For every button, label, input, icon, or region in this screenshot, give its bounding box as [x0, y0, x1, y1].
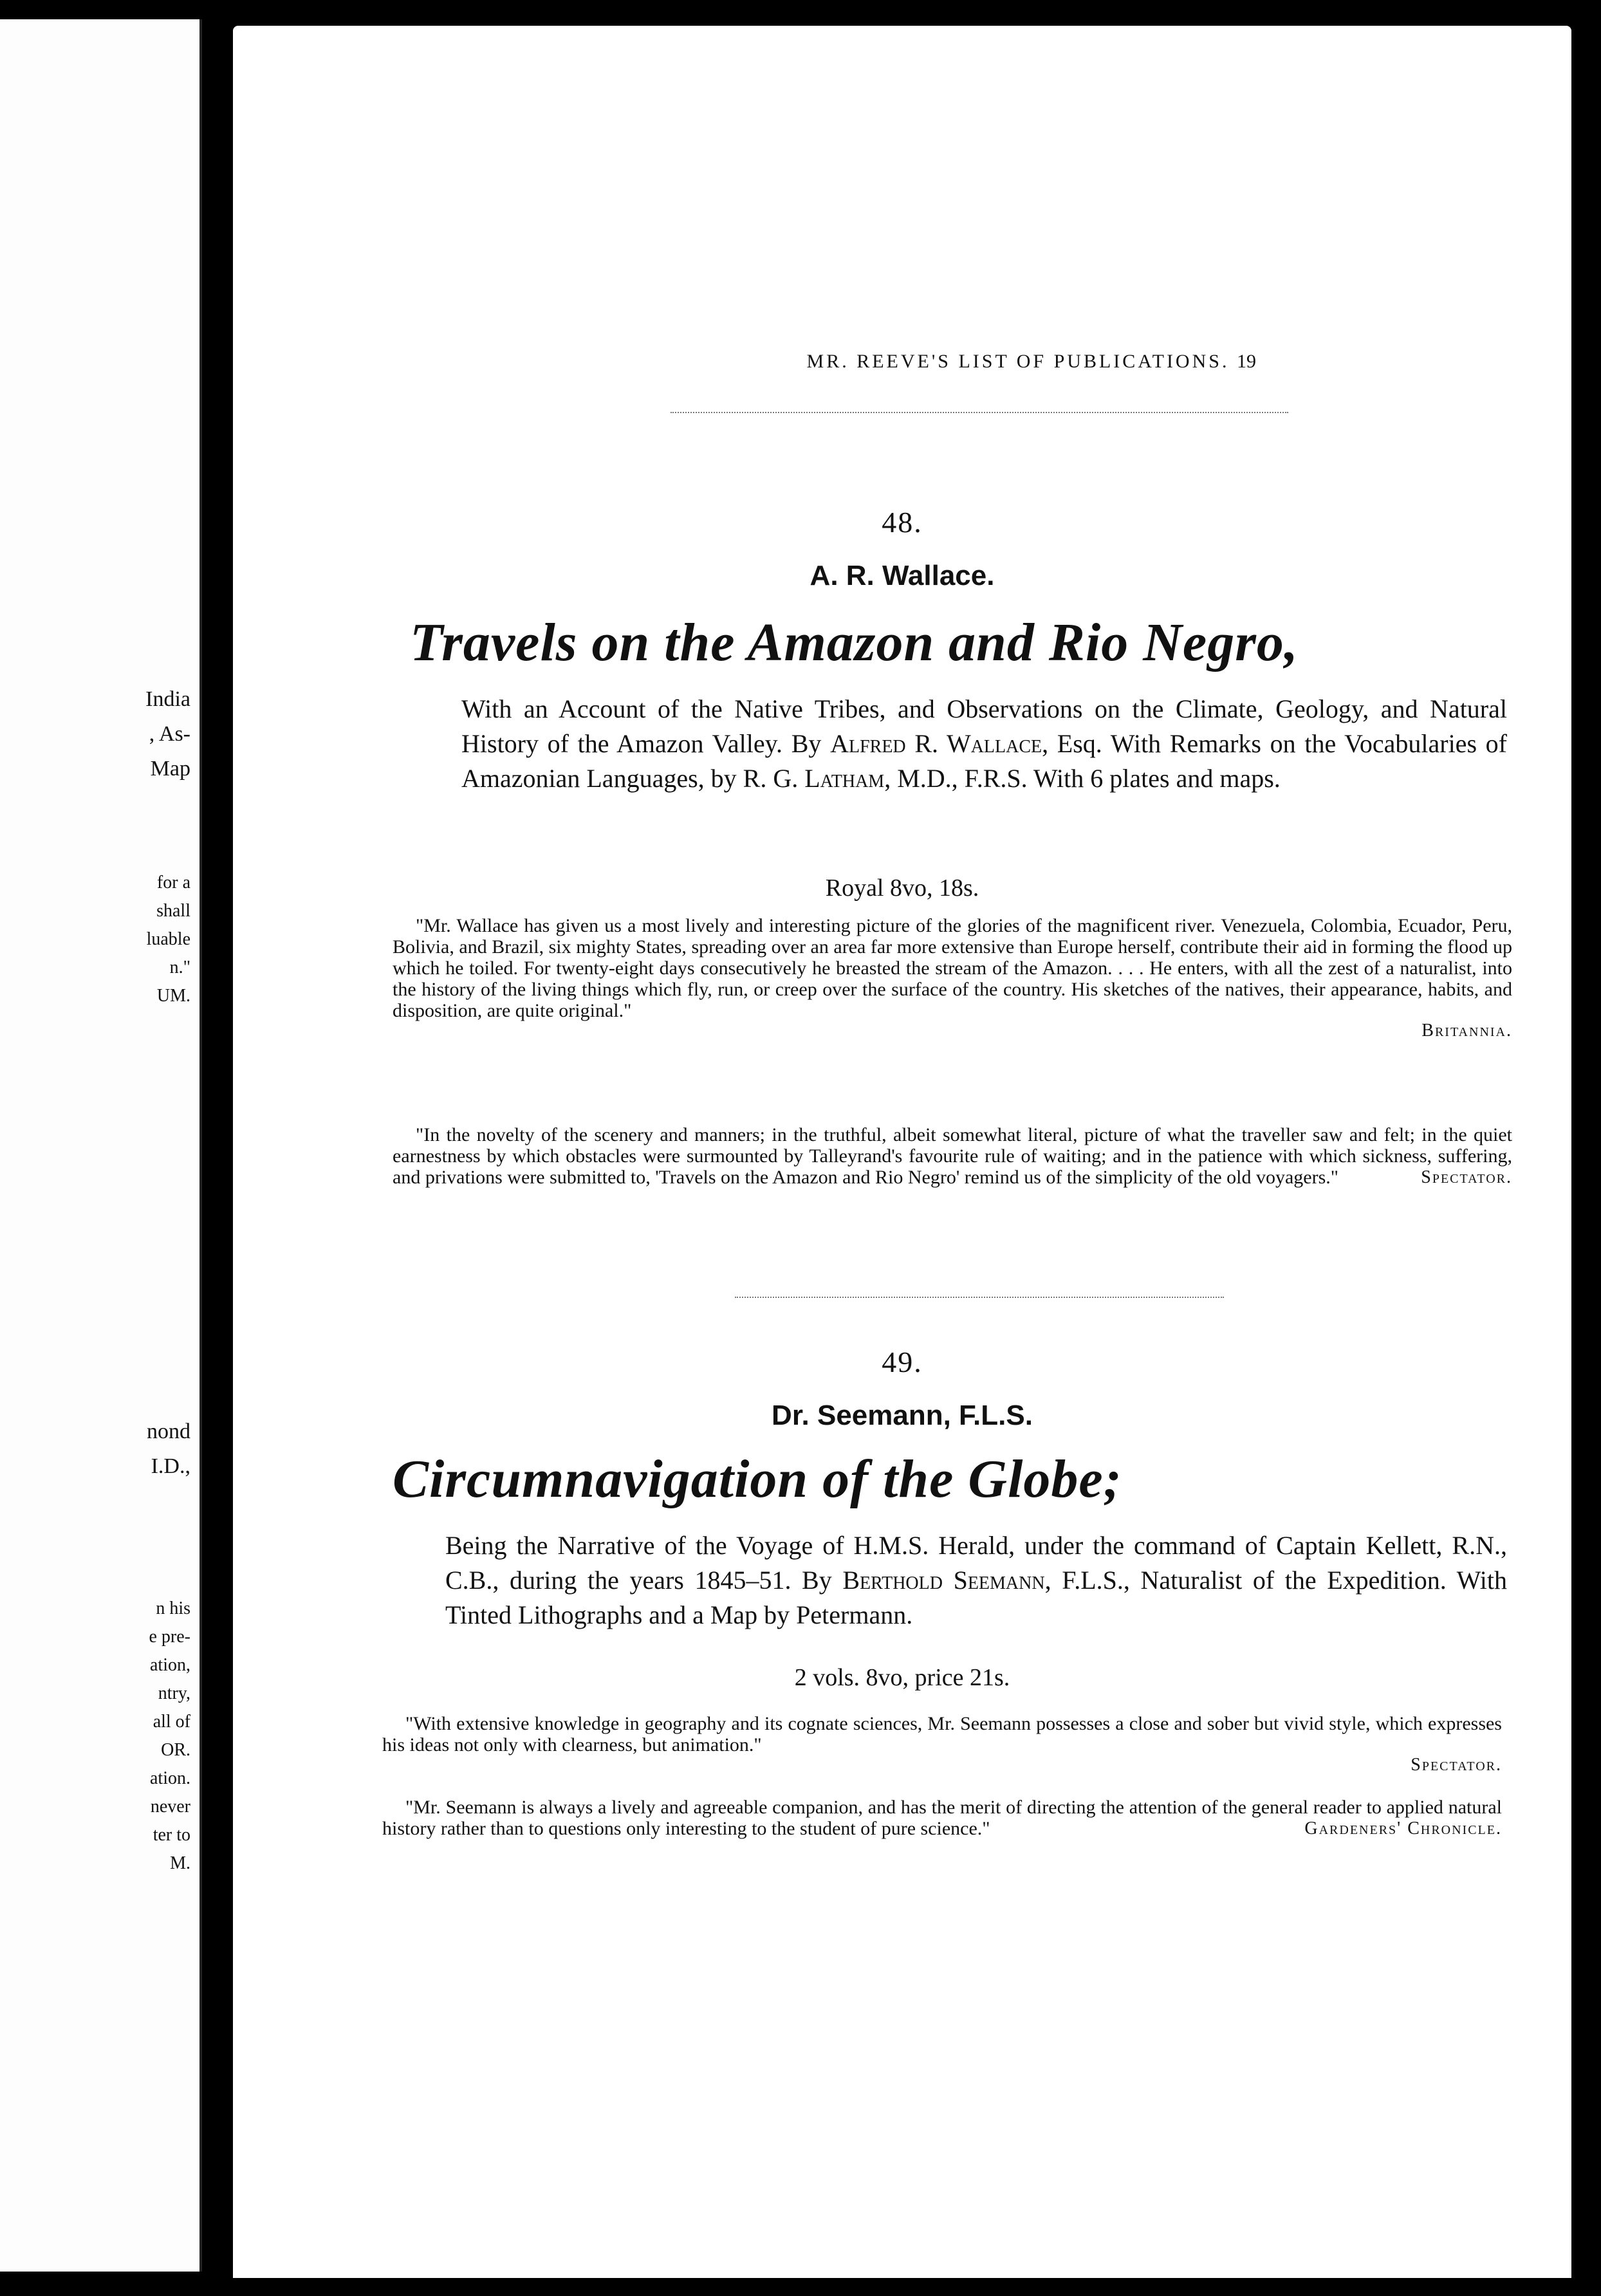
review-quote: [382, 1713, 1502, 1775]
left-fragment: shall: [156, 901, 190, 921]
description-text: , M.D., F.R.S. With 6 plates and maps.: [884, 764, 1281, 793]
book-price: Royal 8vo, 18s.: [825, 875, 979, 902]
running-head: MR. REEVE'S LIST OF PUBLICATIONS.: [806, 351, 1230, 372]
book-gutter: [202, 0, 234, 2296]
left-fragment: OR.: [161, 1740, 190, 1760]
review-source: Spectator.: [1421, 1167, 1512, 1187]
review-source: Britannia.: [1421, 1021, 1512, 1041]
review-source: Gardeners' Chronicle.: [1304, 1819, 1502, 1838]
book-price: 2 vols. 8vo, price 21s.: [794, 1664, 1010, 1691]
review-quote: [393, 1124, 1512, 1188]
left-fragment: UM.: [156, 986, 190, 1006]
section-rule: [735, 1297, 1224, 1298]
left-page-edge: [0, 19, 202, 2272]
description-text: With an Account of the Native Tribes, and Observations on the Climate, Geology, and Natural History of the Amazon Valley. By: [461, 694, 1507, 758]
book-title: Circumnavigation of the Globe;: [393, 1449, 1122, 1509]
book-description: [461, 692, 1507, 796]
left-fragment: ntry,: [158, 1683, 190, 1703]
entry-author: A. R. Wallace.: [810, 560, 995, 591]
review-source: Spectator.: [1411, 1755, 1502, 1775]
book-title: Travels on the Amazon and Rio Negro,: [410, 613, 1299, 672]
description-text: , F.L.S., Naturalist of the Expedition. With Tinted Lithographs and a Map by Petermann.: [445, 1566, 1508, 1629]
left-fragment: never: [150, 1797, 190, 1817]
review-text: "Mr. Wallace has given us a most lively and interesting picture of the glories of the magnificent river. Venezuela, Colombia, Ecuador, Peru, Bolivia, and Brazil, six mighty States, spreading over an area far more extensive than Europe herself, contribute their aid in forming the flood up which he toiled. For twenty-eight days consecutively he breasted the stream of the Amazon. . . . He enters, with all the zest of a naturalist, into the history of the living things which fly, run, or creep over the surface of the country. His sketches of the natives, their appearance, habits, and disposition, are quite original.": [393, 915, 1512, 1021]
review-quote: [382, 1797, 1502, 1839]
left-fragment: ation.: [150, 1768, 190, 1788]
review-text: "With extensive knowledge in geography and its cognate sciences, Mr. Seemann possesses a close and sober but vivid style, which expresses his ideas not only with clearness, but animation.": [382, 1713, 1502, 1755]
entry-number: 48.: [882, 506, 923, 539]
review-text: "Mr. Seemann is always a lively and agreeable companion, and has the merit of directing the attention of the general reader to applied natural history rather than to questions only interesting to the student of pure science.": [382, 1797, 1502, 1839]
left-fragment: n his: [156, 1598, 190, 1618]
review-text: "In the novelty of the scenery and manners; in the truthful, albeit somewhat literal, picture of what the traveller saw and felt; in the quiet earnestness by which obstacles were surmounted by Talleyrand's favourite rule of waiting; and in the patience with which sickness, suffering, and privations were submitted to, 'Travels on the Amazon and Rio Negro' remind us of the simplicity of the old voyagers.": [393, 1124, 1512, 1188]
left-fragment: India: [145, 687, 190, 711]
description-author: Alfred R. Wallace: [830, 729, 1042, 758]
left-fragment: M.: [170, 1853, 190, 1873]
left-fragment: for a: [156, 873, 190, 893]
left-fragment: e pre-: [149, 1627, 190, 1647]
left-fragment: nond: [147, 1420, 190, 1443]
description-author: Berthold Seemann: [842, 1566, 1045, 1595]
description-author: Latham: [804, 764, 885, 793]
left-fragment: I.D.,: [151, 1454, 190, 1478]
entry-author: Dr. Seemann, F.L.S.: [772, 1400, 1033, 1431]
header-rule: [671, 412, 1288, 413]
review-quote: [393, 915, 1512, 1041]
left-fragment: all of: [153, 1712, 190, 1732]
page-number: 19: [1237, 351, 1256, 372]
left-fragment: , As-: [149, 722, 190, 746]
left-fragment: ation,: [150, 1655, 190, 1675]
description-text: , Esq. With Remarks on the Vocabularies of Amazonian Languages, by R. G.: [461, 729, 1507, 793]
left-fragment: Map: [150, 757, 190, 781]
entry-number: 49.: [882, 1346, 923, 1378]
left-fragment: ter to: [153, 1825, 190, 1845]
description-text: Being the Narrative of the Voyage of H.M.S. Herald, under the command of Captain Kellett, R.N., C.B., during the years 1845–51. By: [445, 1531, 1507, 1595]
right-page: [233, 26, 1571, 2278]
left-fragment: luable: [146, 929, 190, 949]
book-description: [445, 1528, 1507, 1633]
left-fragment: n.": [169, 958, 190, 977]
